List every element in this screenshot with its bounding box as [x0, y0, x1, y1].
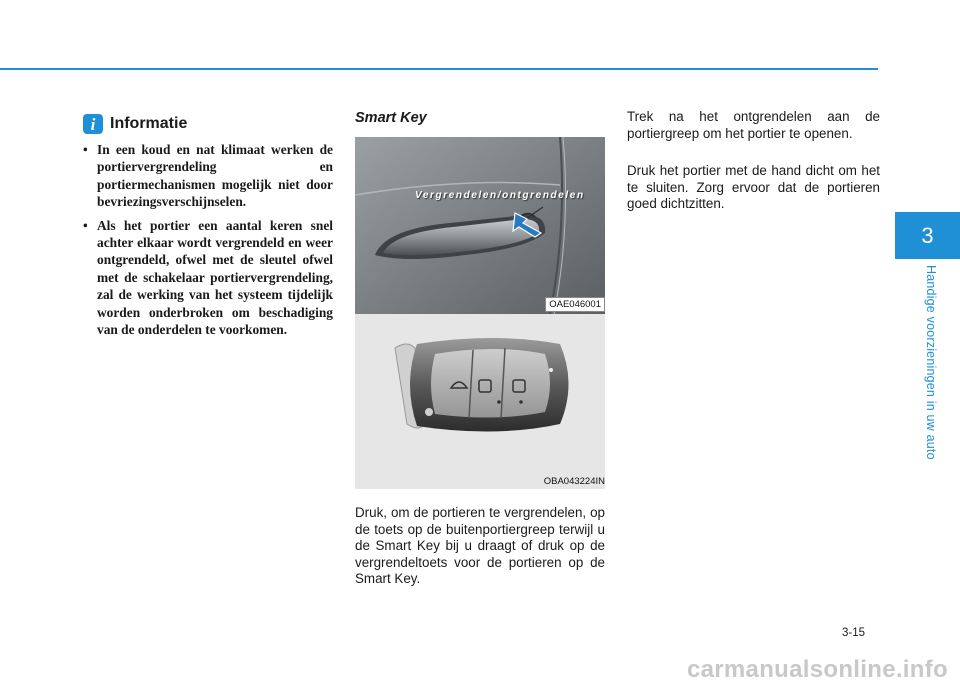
figure-label: Vergrendelen/ontgrendelen — [415, 190, 585, 201]
footer-watermark: carmanualsonline.info — [686, 656, 948, 683]
header-rule — [0, 68, 878, 70]
info-item: • In een koud en nat klimaat werken de portiervergrendeling en portiermechanismen mogelijk niet door bevriezingsverschijnselen. — [83, 142, 333, 210]
info-icon: i — [83, 114, 103, 134]
figure-code: OBA043224IN — [543, 476, 605, 487]
bullet-icon: • — [83, 142, 88, 157]
info-title: Informatie — [110, 115, 188, 132]
info-item: • Als het portier een aantal keren snel achter elkaar wordt vergrendeld en weer ontgrendeld, ofwel met de sleutel ofwel met de schakelaar portiervergrendeling, zal de werking van het systeem tijdelijk worden onderbroken om beschadiging van de onderdelen te voorkomen. — [83, 217, 333, 338]
chapter-title: Handige voorzieningen in uw auto — [924, 265, 938, 460]
chapter-tab: 3 — [895, 212, 960, 259]
body-paragraph: Druk het portier met de hand dicht om het te sluiten. Zorg ervoor dat de portieren goed dichtzitten. — [627, 163, 880, 212]
door-handle-illustration — [355, 137, 605, 314]
figure-code: OAE046001 — [545, 297, 605, 312]
figure-smart-key — [355, 314, 605, 489]
smart-key-illustration — [355, 314, 605, 489]
bullet-icon: • — [83, 217, 88, 233]
body-paragraph: Druk, om de portieren te vergrendelen, op de toets op de buitenportiergreep terwijl u de Smart Key bij u draagt of druk op de vergrendeltoets voor de portieren op de Smart Key. — [355, 505, 605, 587]
body-paragraph: Trek na het ontgrendelen aan de portiergreep om het portier te openen. — [627, 109, 880, 141]
info-list — [81, 141, 333, 344]
info-heading — [83, 114, 187, 134]
section-title: Smart Key — [355, 110, 427, 126]
figure-door-handle — [355, 137, 605, 314]
page-number: 3-15 — [842, 627, 866, 639]
